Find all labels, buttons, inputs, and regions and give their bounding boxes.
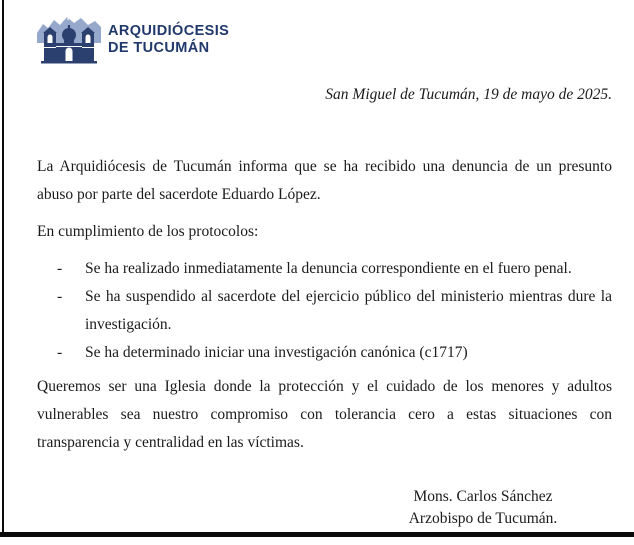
- bullet-text: Se ha suspendido al sacerdote del ejercicio público del ministerio mientras dure la investigación.: [85, 288, 612, 333]
- signature-block: [367, 486, 599, 530]
- logo-line-1: ARQUIDIÓCESIS: [108, 23, 230, 39]
- signature-title: Arzobispo de Tucumán.: [408, 510, 558, 527]
- bullet-list: [37, 255, 612, 367]
- logo-text: [108, 23, 229, 57]
- bullet-text: Se ha realizado inmediatamente la denuncia correspondiente en el fuero penal.: [85, 260, 572, 277]
- letterhead: [37, 13, 612, 67]
- bullet-dash: -: [57, 260, 63, 277]
- paragraph-protocols: En cumplimiento de los protocolos:: [37, 223, 259, 240]
- bullet-dash: -: [57, 288, 63, 305]
- logo-line-2: DE TUCUMÁN: [108, 40, 210, 56]
- paragraph-intro: La Arquidiócesis de Tucumán informa que se ha recibido una denuncia de un presunto abuso por parte del sacerdote Eduardo López.: [37, 158, 612, 203]
- bullet-text: Se ha determinado iniciar una investigación canónica (c1717): [85, 344, 468, 361]
- list-item: [37, 339, 612, 367]
- dateline: San Miguel de Tucumán, 19 de mayo de 2025.: [325, 86, 612, 103]
- page-border-bottom: [0, 532, 634, 537]
- signature-name: Mons. Carlos Sánchez: [413, 488, 553, 505]
- paragraph-commitment: Queremos ser una Iglesia donde la protección y el cuidado de los menores y adultos vulnerables sea nuestro compromiso con tolerancia cero a estas situaciones con transparencia y centralidad en las víctimas.: [37, 378, 612, 451]
- list-item: [37, 283, 612, 339]
- bullet-dash: -: [57, 344, 63, 361]
- list-item: [37, 255, 612, 283]
- cathedral-mountains-logo-icon: [37, 13, 101, 67]
